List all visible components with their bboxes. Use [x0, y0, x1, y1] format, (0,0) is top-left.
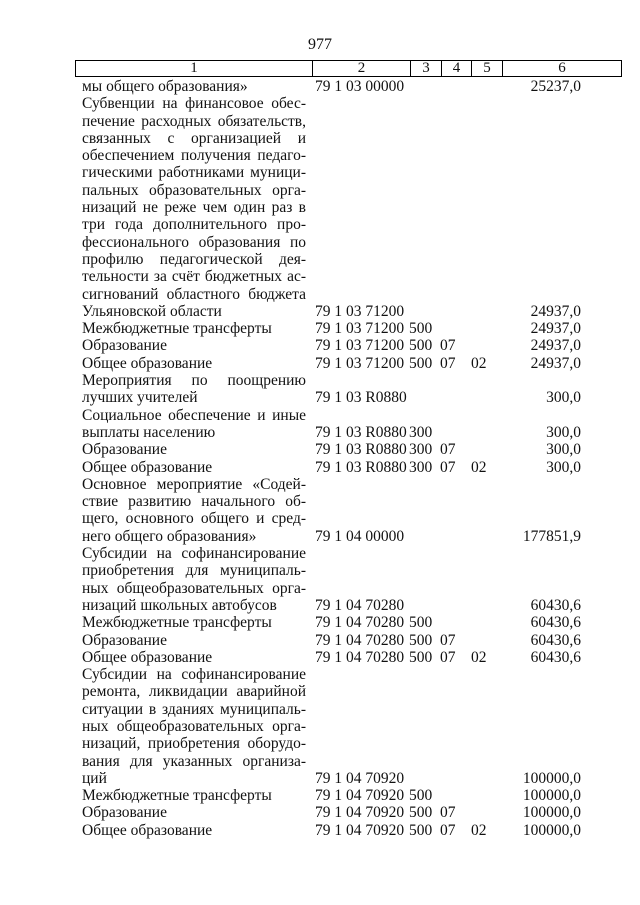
- row-name-line: гическими работниками муници-: [82, 164, 306, 182]
- row-col-4: 07: [440, 821, 456, 839]
- row-name-line: связанных с организацией и: [82, 129, 306, 147]
- row-code: 79 1 04 70280: [315, 631, 405, 649]
- row-name-line: Общее образование: [82, 648, 213, 666]
- row-name: [82, 545, 306, 614]
- row-name-line: тельности за счёт бюджетных ас-: [82, 268, 306, 286]
- row-code: 79 1 03 71200: [315, 354, 405, 372]
- row-code: 79 1 03 R0880: [315, 441, 407, 459]
- row-name-line: Мероприятия по поощрению: [82, 372, 306, 390]
- row-name: [82, 320, 306, 337]
- row-amount: 60430,6: [530, 648, 581, 666]
- row-name-line: фессионального образования по: [82, 233, 306, 251]
- table-row: [0, 459, 640, 476]
- row-name-line: лучших учителей: [82, 389, 198, 407]
- table-header: [75, 60, 622, 77]
- row-col-5: 02: [471, 458, 487, 476]
- header-col-6: 6: [558, 60, 566, 76]
- row-amount: 300,0: [546, 389, 581, 407]
- row-col-3: 500: [409, 648, 433, 666]
- row-col-3: 500: [409, 787, 433, 805]
- row-col-4: 07: [440, 631, 456, 649]
- row-name-line: Социальное обеспечение и иные: [82, 406, 306, 424]
- row-code: 79 1 03 R0880: [315, 423, 407, 441]
- row-name: [82, 78, 306, 95]
- row-name-line: ремонта, ликвидации аварийной: [82, 683, 306, 701]
- row-code: 79 1 04 70920: [315, 787, 405, 805]
- row-name-line: Межбюджетные трансферты: [82, 787, 272, 805]
- row-amount: 100000,0: [522, 787, 581, 805]
- table-row: [0, 787, 640, 804]
- row-code: 79 1 04 00000: [315, 527, 405, 545]
- table-row: [0, 545, 640, 614]
- row-code: 79 1 04 70920: [315, 821, 405, 839]
- row-name-line: пальных образовательных орга-: [82, 181, 306, 199]
- row-name: [82, 804, 306, 821]
- table-row: [0, 78, 640, 95]
- row-col-4: 07: [440, 804, 456, 822]
- page-number: 977: [308, 36, 332, 53]
- row-name-line: низаций не реже чем один раз в: [82, 199, 306, 217]
- table-row: [0, 614, 640, 631]
- row-name: [82, 666, 306, 787]
- row-code: 79 1 03 71200: [315, 302, 405, 320]
- row-code: 79 1 03 71200: [315, 337, 405, 355]
- table-row: [0, 355, 640, 372]
- row-name-line: низаций школьных автобусов: [82, 596, 277, 614]
- row-name-line: ных общеобразовательных орга-: [82, 717, 306, 735]
- row-amount: 300,0: [546, 423, 581, 441]
- row-col-3: 500: [409, 821, 433, 839]
- row-name-line: три года дополнительного про-: [82, 216, 306, 234]
- row-code: 79 1 03 R0880: [315, 458, 407, 476]
- row-name-line: Общее образование: [82, 458, 213, 476]
- row-name-line: профилю педагогической дея-: [82, 250, 306, 268]
- row-name-line: вания для указанных организа-: [82, 752, 306, 770]
- row-amount: 60430,6: [530, 614, 581, 632]
- row-amount: 60430,6: [530, 631, 581, 649]
- table-row: [0, 666, 640, 787]
- row-amount: 60430,6: [530, 596, 581, 614]
- row-col-4: 07: [440, 337, 456, 355]
- row-name: [82, 787, 306, 804]
- row-name-line: Межбюджетные трансферты: [82, 320, 272, 338]
- row-amount: 177851,9: [522, 527, 581, 545]
- row-name: [82, 441, 306, 458]
- row-amount: 100000,0: [522, 821, 581, 839]
- row-amount: 300,0: [546, 458, 581, 476]
- row-amount: 24937,0: [530, 302, 581, 320]
- row-col-3: 500: [409, 614, 433, 632]
- row-amount: 24937,0: [530, 354, 581, 372]
- row-amount: 24937,0: [530, 320, 581, 338]
- table-row: [0, 632, 640, 649]
- row-col-3: 500: [409, 631, 433, 649]
- row-col-3: 300: [409, 441, 433, 459]
- table-row: [0, 407, 640, 442]
- row-col-4: 07: [440, 441, 456, 459]
- row-col-4: 07: [440, 648, 456, 666]
- row-name-line: Образование: [82, 631, 167, 649]
- table-body: [0, 78, 640, 839]
- row-col-3: 300: [409, 423, 433, 441]
- row-col-3: 500: [409, 354, 433, 372]
- table-row: [0, 804, 640, 821]
- table-row: [0, 372, 640, 407]
- row-name: [82, 355, 306, 372]
- header-col-1: 1: [76, 61, 313, 76]
- row-code: 79 1 04 70280: [315, 648, 405, 666]
- table-row: [0, 822, 640, 839]
- row-name: [82, 649, 306, 666]
- row-name-line: Субсидии на софинансирование: [82, 666, 306, 684]
- row-amount: 300,0: [546, 441, 581, 459]
- row-code: 79 1 03 R0880: [315, 389, 407, 407]
- header-col-2: 2: [313, 61, 411, 76]
- row-name-line: него общего образования»: [82, 527, 257, 545]
- row-name-line: Основное мероприятие «Содей-: [82, 475, 306, 493]
- table-row: [0, 320, 640, 337]
- row-name-line: Межбюджетные трансферты: [82, 614, 272, 632]
- row-amount: 100000,0: [522, 769, 581, 787]
- row-col-3: 500: [409, 337, 433, 355]
- row-name-line: Образование: [82, 804, 167, 822]
- row-name-line: сигнований областного бюджета: [82, 285, 306, 303]
- row-name-line: мы общего образования»: [82, 78, 248, 95]
- row-col-5: 02: [471, 821, 487, 839]
- row-code: 79 1 03 71200: [315, 320, 405, 338]
- header-col-3: 3: [411, 61, 442, 76]
- row-name: [82, 372, 306, 407]
- row-name-line: Субсидии на софинансирование: [82, 545, 306, 563]
- row-name: [82, 459, 306, 476]
- row-col-3: 500: [409, 804, 433, 822]
- row-name-line: приобретения для муниципаль-: [82, 562, 306, 580]
- row-name: [82, 822, 306, 839]
- table-row: [0, 337, 640, 354]
- row-name-line: Общее образование: [82, 821, 213, 839]
- row-name: [82, 476, 306, 545]
- row-col-5: 02: [471, 354, 487, 372]
- row-col-4: 07: [440, 354, 456, 372]
- row-code: 79 1 04 70280: [315, 596, 405, 614]
- table-row: [0, 649, 640, 666]
- row-name-line: выплаты населению: [82, 423, 216, 441]
- row-name: [82, 632, 306, 649]
- table-row: [0, 95, 640, 320]
- row-amount: 25237,0: [530, 78, 581, 95]
- row-name-line: Ульяновской области: [82, 302, 222, 320]
- row-code: 79 1 04 70920: [315, 769, 405, 787]
- row-name: [82, 95, 306, 320]
- row-name-line: печение расходных обязательств,: [82, 112, 306, 130]
- row-code: 79 1 03 00000: [315, 78, 405, 95]
- header-col-5: 5: [472, 61, 503, 76]
- row-name-line: ситуации в зданиях муниципаль-: [82, 700, 306, 718]
- row-name: [82, 407, 306, 442]
- row-name-line: Образование: [82, 441, 167, 459]
- table-row: [0, 441, 640, 458]
- row-amount: 100000,0: [522, 804, 581, 822]
- row-name-line: Общее образование: [82, 354, 213, 372]
- row-name-line: ций: [82, 769, 107, 787]
- row-amount: 24937,0: [530, 337, 581, 355]
- row-col-3: 300: [409, 458, 433, 476]
- row-name-line: низаций, приобретения оборудо-: [82, 735, 306, 753]
- row-name: [82, 614, 306, 631]
- row-col-5: 02: [471, 648, 487, 666]
- header-col-4: 4: [442, 61, 472, 76]
- row-name-line: щего, основного общего и сред-: [82, 510, 306, 528]
- row-name-line: ствие развитию начального об-: [82, 493, 306, 511]
- table-row: [0, 476, 640, 545]
- row-col-4: 07: [440, 458, 456, 476]
- row-name-line: обеспечением получения педаго-: [82, 147, 306, 165]
- row-code: 79 1 04 70920: [315, 804, 405, 822]
- row-name-line: Образование: [82, 337, 167, 355]
- row-name-line: ных общеобразовательных орга-: [82, 579, 306, 597]
- row-name: [82, 337, 306, 354]
- row-col-3: 500: [409, 320, 433, 338]
- row-name-line: Субвенции на финансовое обес-: [82, 95, 306, 113]
- row-code: 79 1 04 70280: [315, 614, 405, 632]
